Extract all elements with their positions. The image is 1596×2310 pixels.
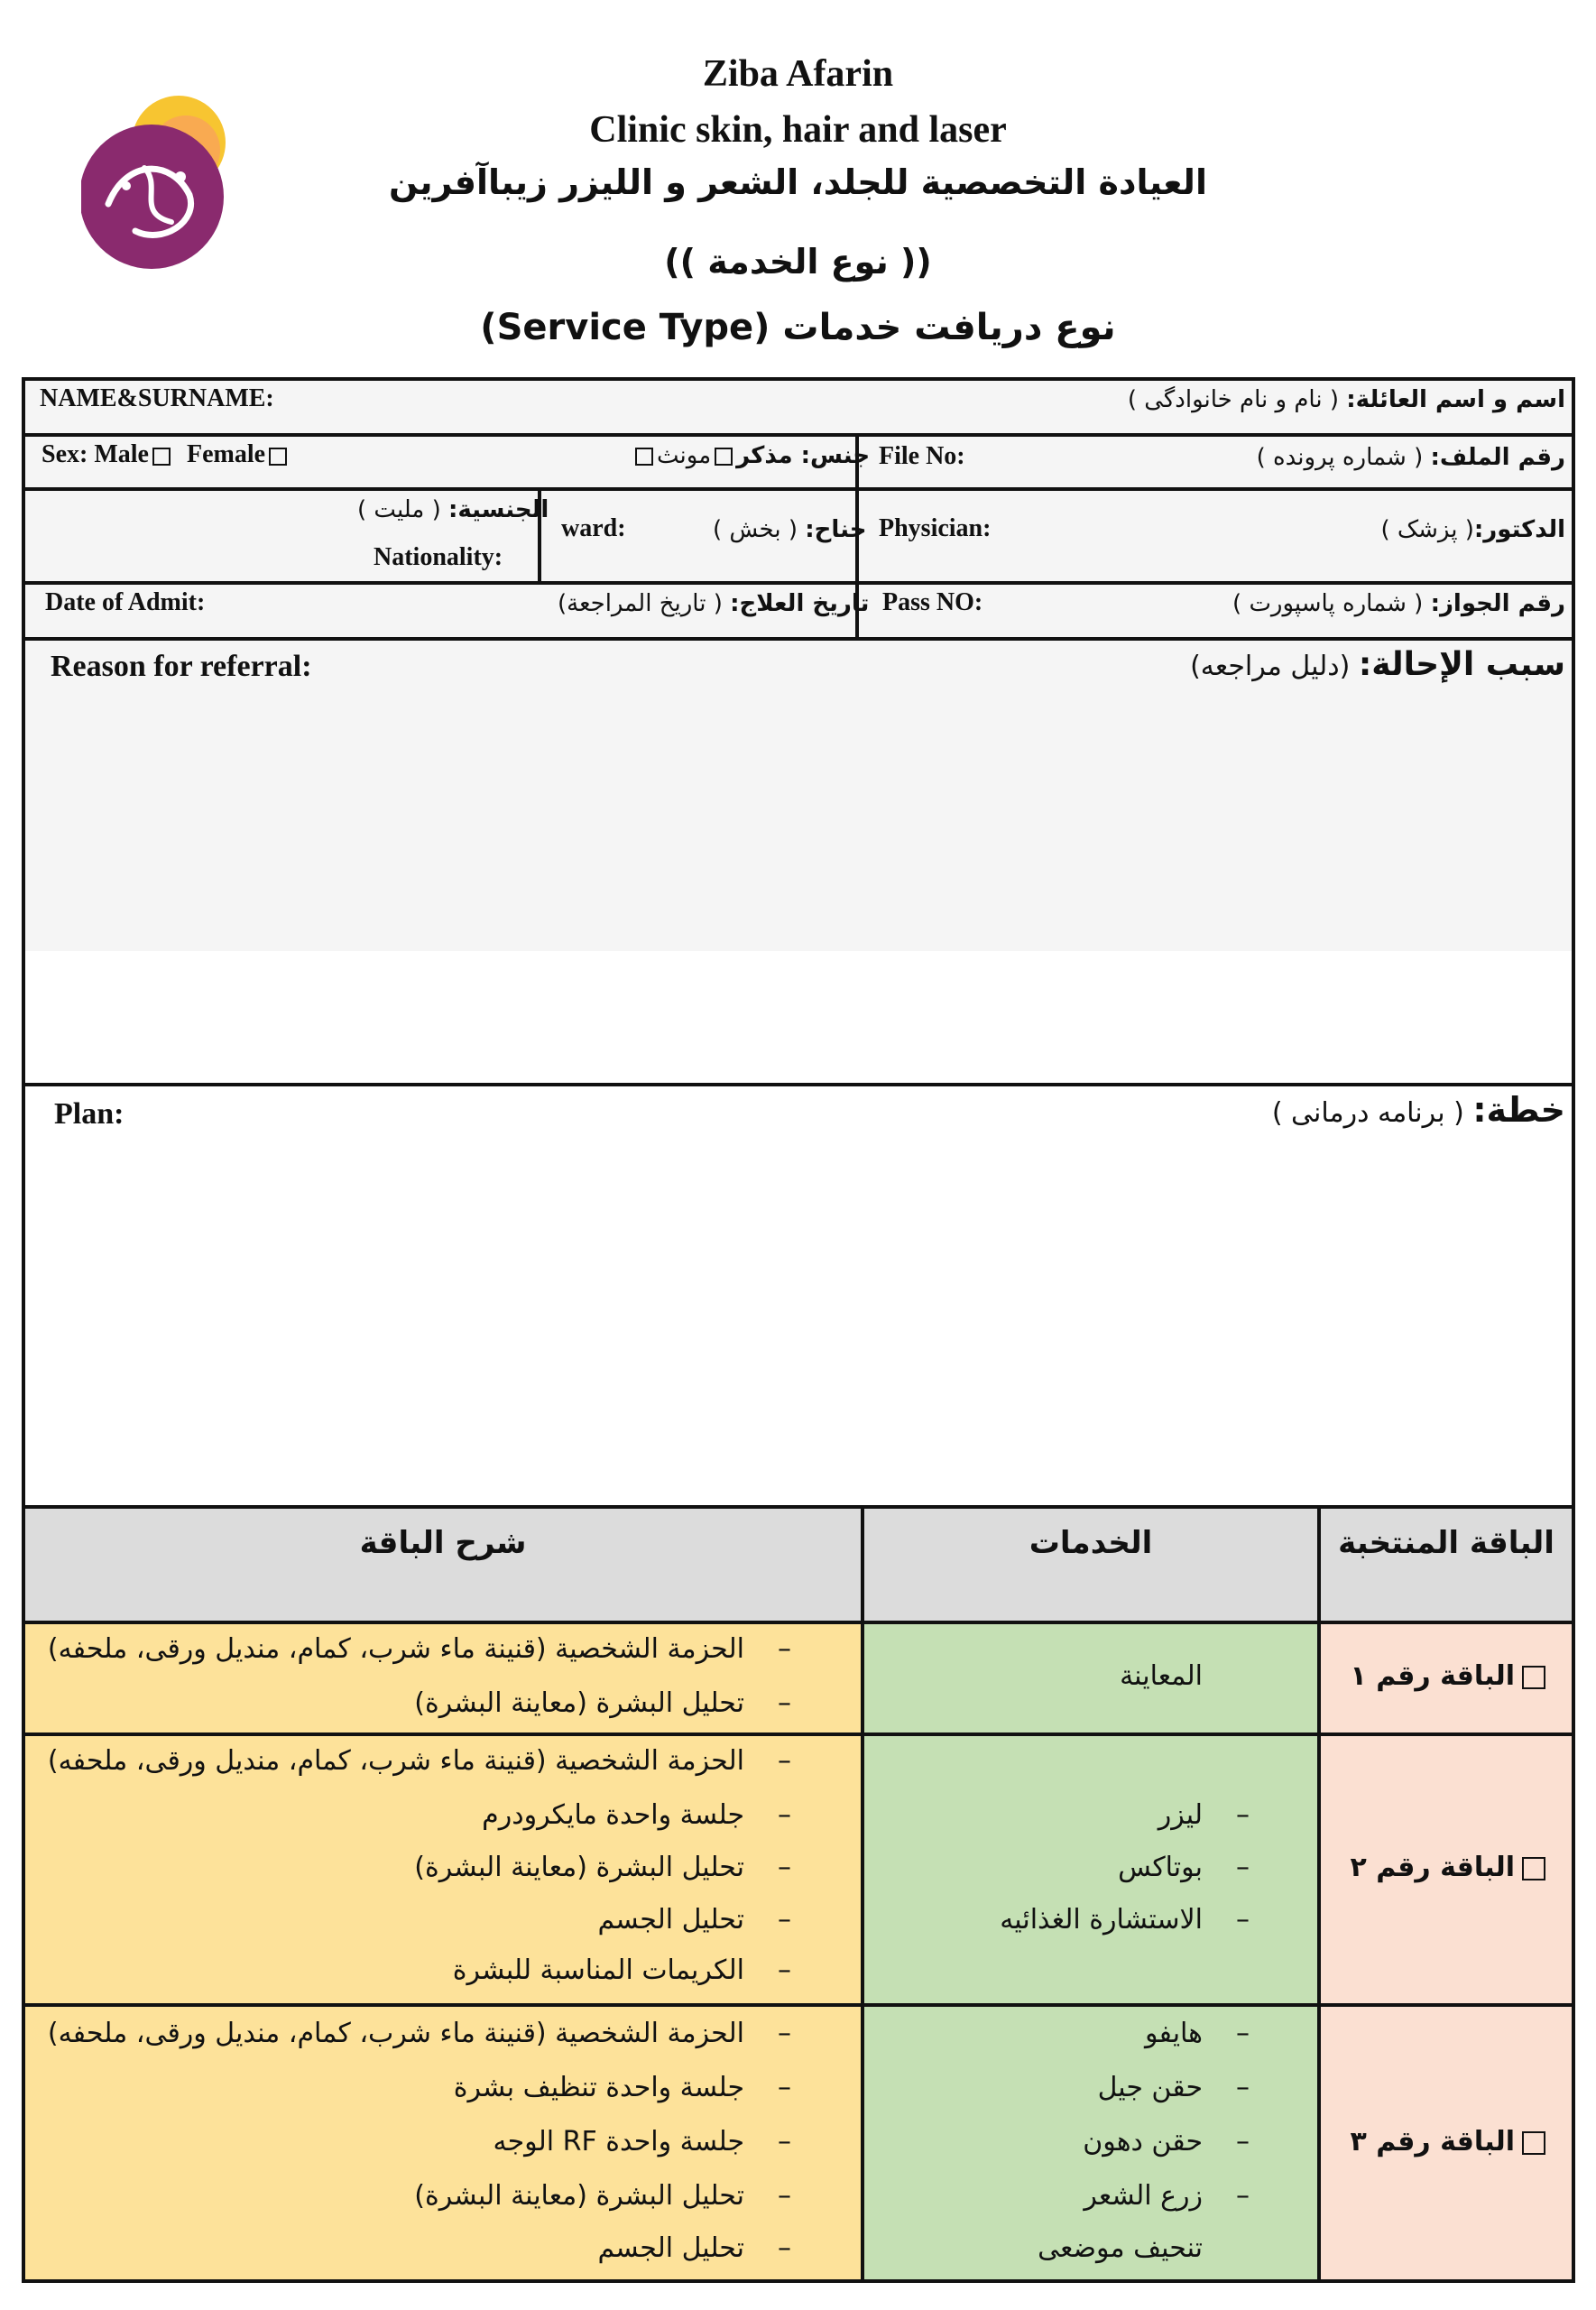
sex-label-ar: جنس: مذكرمونث bbox=[632, 442, 870, 469]
package-3-desc-item: جلسة واحدة تنظيف بشرة bbox=[453, 2072, 744, 2103]
package-1-desc-item: الحزمة الشخصية (قنينة ماء شرب، كمام، منديل ورقى، ملحفه) bbox=[47, 1633, 744, 1665]
package-2-service: ليزر bbox=[1158, 1799, 1203, 1831]
package-3-service: هايفو bbox=[1145, 2018, 1203, 2049]
package-2-desc-item: الحزمة الشخصية (قنينة ماء شرب، كمام، منديل ورقى، ملحفه) bbox=[47, 1745, 744, 1777]
col-header-services: الخدمات bbox=[1029, 1525, 1153, 1561]
plan-label-ar: خطة: ( برنامه درمانی ) bbox=[1271, 1090, 1565, 1130]
package-2-desc-item: تحليل البشرة (معاينة البشرة) bbox=[414, 1852, 744, 1883]
package-3-checkbox[interactable] bbox=[1522, 2131, 1545, 2155]
referral-label-ar: سبب الإحالة: (دليل مراجعه) bbox=[1190, 646, 1565, 683]
female-checkbox[interactable] bbox=[269, 448, 287, 466]
package-3-desc-item: تحليل البشرة (معاينة البشرة) bbox=[414, 2180, 744, 2212]
ward-label-en: ward: bbox=[561, 514, 626, 542]
clinic-name-ar: العيادة التخصصية للجلد، الشعر و الليزر زيباآفرين bbox=[389, 162, 1207, 202]
package-3-desc-item: الحزمة الشخصية (قنينة ماء شرب، كمام، منديل ورقى، ملحفه) bbox=[47, 2018, 744, 2049]
col-header-selected: الباقة المنتخبة bbox=[1338, 1525, 1554, 1561]
package-3-service: حقن جيل bbox=[1097, 2072, 1203, 2103]
physician-label-ar: الدكتور:( پزشک ) bbox=[1380, 516, 1565, 543]
package-2-option[interactable]: الباقة رقم ٢ bbox=[1350, 1852, 1545, 1883]
pass-label-ar: رقم الجواز: ( شماره پاسپورت ) bbox=[1232, 590, 1565, 617]
col-header-description: شرح الباقة bbox=[359, 1525, 527, 1561]
ward-label-ar: جناح: ( بخش ) bbox=[713, 516, 867, 543]
service-type-heading: نوع دريافت خدمات (Service Type) bbox=[480, 307, 1116, 348]
admit-label-ar: تاريخ العلاج: ( تاريخ المراجعة) bbox=[558, 590, 870, 617]
package-2-service: بوتاكس bbox=[1118, 1852, 1203, 1883]
package-1-checkbox[interactable] bbox=[1522, 1666, 1545, 1689]
male-checkbox[interactable] bbox=[152, 448, 171, 466]
package-1-option[interactable]: الباقة رقم ١ bbox=[1350, 1660, 1545, 1692]
package-2-desc-item: الكريمات المناسبة للبشرة bbox=[452, 1954, 744, 1986]
package-2-desc-item: تحليل الجسم bbox=[597, 1904, 744, 1936]
referral-label-en: Reason for referral: bbox=[51, 650, 312, 683]
nationality-label-en: Nationality: bbox=[374, 543, 503, 571]
package-3-service: تنحيف موضعى bbox=[1038, 2232, 1203, 2264]
nationality-label-ar: الجنسية: ( مليت ) bbox=[357, 496, 549, 523]
female-checkbox-ar[interactable] bbox=[635, 448, 653, 466]
sex-label-en: Sex: Male Female bbox=[42, 440, 291, 469]
package-1-service: المعاينة bbox=[1120, 1660, 1203, 1692]
name-label-ar: اسم و اسم العائلة: ( نام و نام خانوادگی ) bbox=[1127, 386, 1565, 413]
male-checkbox-ar[interactable] bbox=[715, 448, 733, 466]
package-3-service: زرع الشعر bbox=[1084, 2180, 1203, 2212]
service-type-ar: (( نوع الخدمة )) bbox=[664, 242, 932, 282]
package-3-desc-item: تحليل الجسم bbox=[597, 2232, 744, 2264]
admit-label-en: Date of Admit: bbox=[45, 588, 206, 616]
file-label-en: File No: bbox=[879, 442, 965, 470]
package-2-service: الاستشارة الغذائيه bbox=[1000, 1904, 1203, 1936]
package-3-desc-item: جلسة واحدة RF الوجه bbox=[493, 2126, 744, 2158]
clinic-subtitle-en: Clinic skin, hair and laser bbox=[589, 109, 1007, 151]
pass-label-en: Pass NO: bbox=[882, 588, 983, 616]
package-1-desc-item: تحليل البشرة (معاينة البشرة) bbox=[414, 1687, 744, 1719]
name-label-en: NAME&SURNAME: bbox=[40, 384, 274, 412]
plan-field[interactable] bbox=[25, 1146, 1572, 1498]
plan-label-en: Plan: bbox=[54, 1097, 125, 1131]
package-2-desc-item: جلسة واحدة مايكرودرم bbox=[482, 1799, 744, 1831]
package-2-checkbox[interactable] bbox=[1522, 1857, 1545, 1880]
package-3-service: حقن دهون bbox=[1083, 2126, 1203, 2158]
clinic-name-en: Ziba Afarin bbox=[702, 53, 894, 95]
file-label-ar: رقم الملف: ( شماره پرونده ) bbox=[1256, 444, 1565, 471]
physician-label-en: Physician: bbox=[879, 514, 992, 542]
package-3-option[interactable]: الباقة رقم ٣ bbox=[1350, 2126, 1545, 2158]
referral-field[interactable] bbox=[25, 704, 1572, 1074]
